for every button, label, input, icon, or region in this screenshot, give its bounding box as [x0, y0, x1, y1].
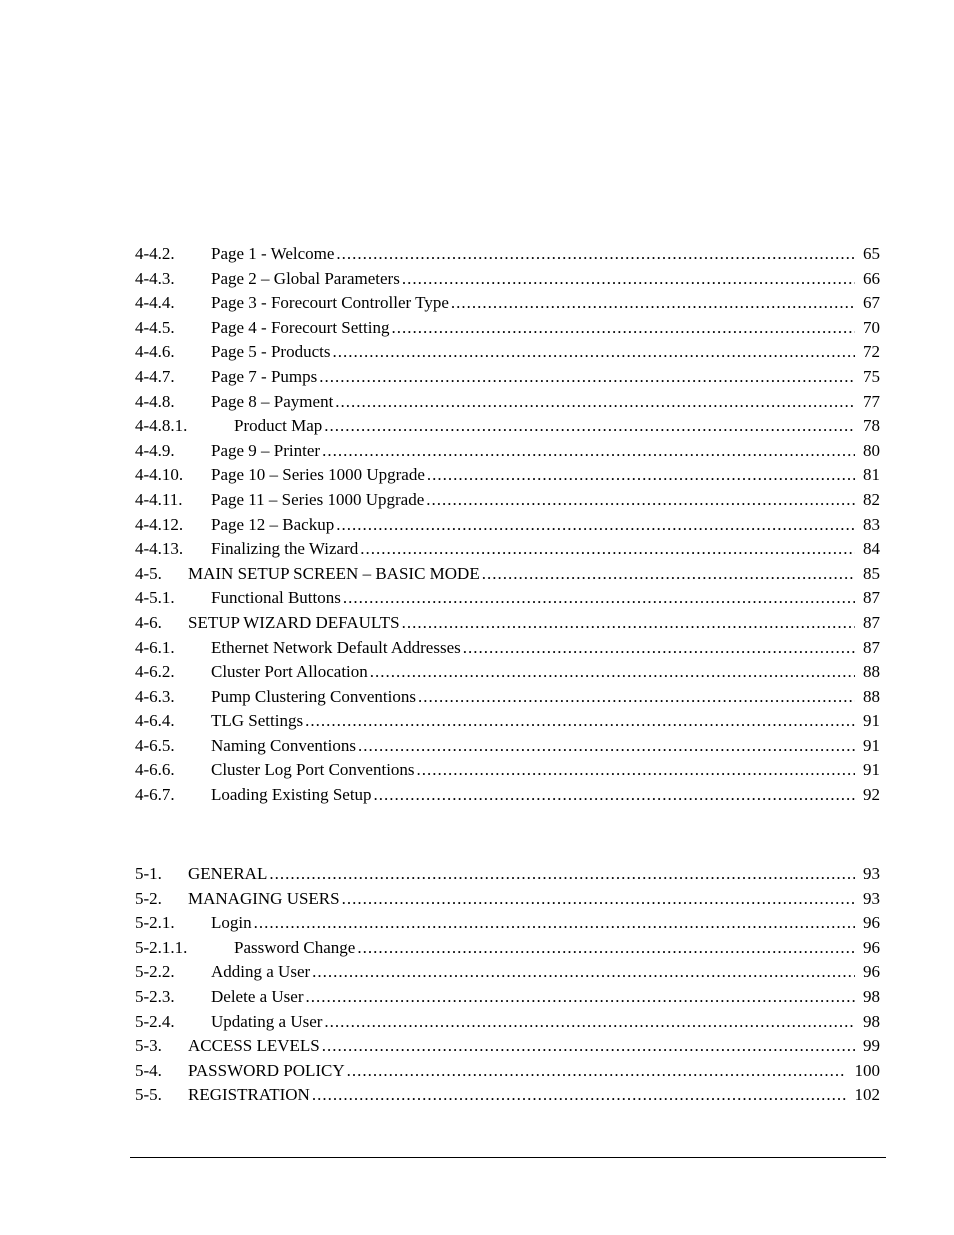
toc-entry[interactable]: [135, 758, 880, 783]
toc-leader-dots: [332, 340, 855, 365]
toc-entry-page: 96: [863, 962, 880, 982]
toc-leader-dots: [312, 960, 855, 985]
toc-entry-number: 4-6.4.: [135, 711, 175, 731]
toc-entry-title: ACCESS LEVELS: [188, 1036, 320, 1056]
toc-entry-page: 91: [863, 735, 880, 755]
toc-leader-dots: [269, 862, 855, 887]
toc-entry-number: 5-4.: [135, 1060, 162, 1080]
toc-leader-dots: [319, 365, 855, 390]
toc-entry[interactable]: [135, 734, 880, 759]
toc-entry-title: Product Map: [234, 416, 323, 436]
toc-entry[interactable]: [135, 985, 880, 1010]
toc-leader-dots: [402, 611, 855, 636]
toc-leader-dots: [312, 1083, 846, 1108]
toc-entry[interactable]: [135, 316, 880, 341]
toc-entry[interactable]: [135, 562, 880, 587]
toc-entry-title: Page 7 - Pumps: [211, 366, 318, 386]
toc-entry-title: Login: [211, 913, 252, 933]
toc-entry[interactable]: [135, 611, 880, 636]
toc-entry-number: 5-1.: [135, 864, 162, 883]
toc-entry-number: 4-4.12.: [135, 514, 184, 534]
toc-entry-number: 5-2.4.: [135, 1011, 175, 1031]
toc-entry[interactable]: [135, 887, 880, 912]
footer-divider: [130, 1157, 886, 1158]
toc-entry-number: 4-6.5.: [135, 735, 175, 755]
toc-entry[interactable]: [135, 1083, 880, 1108]
toc-entry-page: 98: [863, 1011, 880, 1031]
toc-entry-page: 88: [863, 662, 880, 682]
toc-entry-title: Updating a User: [211, 1011, 323, 1031]
toc-entry-title: Page 4 - Forecourt Setting: [211, 317, 390, 337]
toc-leader-dots: [357, 936, 855, 961]
toc-entry-page: 87: [863, 612, 880, 632]
toc-entry-title: MAIN SETUP SCREEN – BASIC MODE: [188, 563, 480, 583]
toc-entry-page: 87: [863, 637, 880, 657]
toc-entry-title: GENERAL: [188, 864, 268, 883]
toc-entry-number: 4-4.10.: [135, 465, 184, 485]
toc-entry-number: 4-6.1.: [135, 637, 175, 657]
toc-leader-dots: [370, 660, 855, 685]
toc-entry-title: Page 12 – Backup: [211, 514, 335, 534]
toc-entry-number: 4-5.1.: [135, 588, 175, 608]
toc-entry-page: 92: [863, 785, 880, 805]
toc-entry-number: 4-4.6.: [135, 342, 175, 362]
toc-entry[interactable]: [135, 636, 880, 661]
toc-entry[interactable]: [135, 936, 880, 961]
toc-entry-title: MANAGING USERS: [188, 888, 340, 908]
toc-entry-title: Password Change: [234, 937, 356, 957]
toc-entry-title: Delete a User: [211, 986, 304, 1006]
toc-entry-title: Page 5 - Products: [211, 342, 331, 362]
toc-entry-page: 87: [863, 588, 880, 608]
toc-leader-dots: [336, 242, 855, 267]
toc-leader-dots: [391, 316, 855, 341]
toc-entry-number: 5-2.: [135, 888, 162, 908]
toc-entry-page: 98: [863, 986, 880, 1006]
toc-entry[interactable]: [135, 862, 880, 887]
toc-entry-number: 5-5.: [135, 1085, 162, 1105]
toc-entry-title: Functional Buttons: [211, 588, 341, 608]
toc-entry-page: 93: [863, 888, 880, 908]
toc-entry-page: 91: [863, 711, 880, 731]
toc-leader-dots: [324, 414, 855, 439]
toc-entry-number: 4-4.5.: [135, 317, 175, 337]
toc-entry-number: 5-2.1.: [135, 913, 175, 933]
toc-leader-dots: [336, 513, 855, 538]
toc-leader-dots: [322, 439, 855, 464]
toc-leader-dots: [322, 1034, 855, 1059]
toc-entry-number: 4-4.7.: [135, 366, 175, 386]
toc-entry[interactable]: [135, 709, 880, 734]
toc-entry-page: 81: [863, 465, 880, 485]
toc-entry-number: 4-5.: [135, 563, 162, 583]
toc-entry-page: 65: [863, 244, 880, 263]
toc-entry-page: 96: [863, 913, 880, 933]
toc-entry-number: 4-6.: [135, 612, 162, 632]
toc-entry-number: 4-4.11.: [135, 489, 183, 509]
toc-leader-dots: [358, 734, 855, 759]
toc-entry-number: 4-6.3.: [135, 686, 175, 706]
toc-entry[interactable]: [135, 586, 880, 611]
toc-entry[interactable]: [135, 365, 880, 390]
toc-entry-page: 102: [854, 1085, 880, 1105]
toc-leader-dots: [426, 488, 855, 513]
toc-entry-number: 5-3.: [135, 1036, 162, 1056]
toc-entry-title: Naming Conventions: [211, 735, 356, 755]
toc-entry-page: 78: [863, 416, 880, 436]
toc-entry-title: Page 10 – Series 1000 Upgrade: [211, 465, 425, 485]
toc-entry-number: 4-4.4.: [135, 293, 175, 313]
toc-leader-dots: [374, 783, 855, 808]
toc-entry[interactable]: [135, 340, 880, 365]
toc-entry-title: REGISTRATION: [188, 1085, 310, 1105]
toc-entry-number: 4-6.6.: [135, 760, 175, 780]
toc-entry[interactable]: [135, 911, 880, 936]
toc-entry-number: 5-2.1.1.: [135, 937, 188, 957]
toc-entry[interactable]: [135, 1034, 880, 1059]
toc-entry-page: 75: [863, 366, 880, 386]
toc-entry-number: 5-2.3.: [135, 986, 175, 1006]
toc-entry-title: Adding a User: [211, 962, 311, 982]
toc-entry-page: 77: [863, 391, 880, 411]
toc-section-5: [135, 862, 880, 1108]
toc-entry-number: 4-4.13.: [135, 539, 184, 559]
toc-entry-title: Page 2 – Global Parameters: [211, 268, 400, 288]
toc-entry-number: 4-4.8.: [135, 391, 175, 411]
toc-leader-dots: [402, 267, 855, 292]
toc-entry-number: 4-4.2.: [135, 244, 175, 263]
toc-entry-page: 93: [863, 864, 880, 883]
toc-section-4: [135, 242, 880, 808]
toc-entry-title: Loading Existing Setup: [211, 785, 372, 805]
toc-leader-dots: [482, 562, 855, 587]
toc-entry-number: 4-4.3.: [135, 268, 175, 288]
toc-entry[interactable]: [135, 242, 880, 267]
toc-leader-dots: [417, 758, 855, 783]
toc-entry-number: 4-6.2.: [135, 662, 175, 682]
toc-entry[interactable]: [135, 488, 880, 513]
toc-entry[interactable]: [135, 660, 880, 685]
toc-entry[interactable]: [135, 439, 880, 464]
toc-leader-dots: [427, 463, 855, 488]
toc-entry-page: 72: [863, 342, 880, 362]
toc-entry-title: Cluster Port Allocation: [211, 662, 368, 682]
toc-entry-title: PASSWORD POLICY: [188, 1060, 345, 1080]
toc-entry[interactable]: [135, 291, 880, 316]
toc-entry-title: Page 1 - Welcome: [211, 244, 335, 263]
toc-entry-page: 70: [863, 317, 880, 337]
toc-entry-number: 5-2.2.: [135, 962, 175, 982]
toc-entry[interactable]: [135, 390, 880, 415]
toc-leader-dots: [347, 1059, 846, 1084]
toc-entry-page: 66: [863, 268, 880, 288]
toc-entry-title: Finalizing the Wizard: [211, 539, 359, 559]
toc-entry-title: Cluster Log Port Conventions: [211, 760, 415, 780]
toc-entry-title: SETUP WIZARD DEFAULTS: [188, 612, 400, 632]
toc-entry-number: 4-4.8.1.: [135, 416, 188, 436]
toc-entry-page: 83: [863, 514, 880, 534]
toc-entry[interactable]: [135, 685, 880, 710]
toc-entry-page: 88: [863, 686, 880, 706]
toc-entry[interactable]: [135, 537, 880, 562]
toc-entry-page: 91: [863, 760, 880, 780]
toc-entry-title: Page 8 – Payment: [211, 391, 334, 411]
toc-entry-page: 99: [863, 1036, 880, 1056]
toc-leader-dots: [306, 985, 855, 1010]
toc-entry-page: 100: [854, 1060, 880, 1080]
toc-entry-title: TLG Settings: [211, 711, 304, 731]
toc-leader-dots: [342, 887, 855, 912]
toc-entry-page: 84: [863, 539, 880, 559]
toc-entry-page: 80: [863, 440, 880, 460]
toc-leader-dots: [463, 636, 855, 661]
toc-entry[interactable]: [135, 1010, 880, 1035]
toc-entry[interactable]: [135, 414, 880, 439]
toc-leader-dots: [418, 685, 855, 710]
toc-entry-page: 82: [863, 489, 880, 509]
toc-entry-number: 4-6.7.: [135, 785, 175, 805]
toc-leader-dots: [305, 709, 855, 734]
toc-entry-page: 67: [863, 293, 880, 313]
toc-entry[interactable]: [135, 1059, 880, 1084]
toc-leader-dots: [343, 586, 855, 611]
toc-leader-dots: [324, 1010, 855, 1035]
toc-entry-number: 4-4.9.: [135, 440, 175, 460]
toc-entry-title: Page 11 – Series 1000 Upgrade: [211, 489, 425, 509]
toc-entry-page: 96: [863, 937, 880, 957]
toc-entry[interactable]: [135, 783, 880, 808]
toc-entry-page: 85: [863, 563, 880, 583]
toc-entry-title: Ethernet Network Default Addresses: [211, 637, 461, 657]
toc-entry[interactable]: [135, 960, 880, 985]
toc-entry-title: Page 9 – Printer: [211, 440, 321, 460]
toc-entry[interactable]: [135, 463, 880, 488]
toc-leader-dots: [451, 291, 855, 316]
toc-entry[interactable]: [135, 513, 880, 538]
toc-entry-title: Page 3 - Forecourt Controller Type: [211, 293, 449, 313]
toc-entry[interactable]: [135, 267, 880, 292]
toc-entry-title: Pump Clustering Conventions: [211, 686, 416, 706]
toc-leader-dots: [360, 537, 855, 562]
toc-leader-dots: [335, 390, 855, 415]
toc-leader-dots: [254, 911, 855, 936]
